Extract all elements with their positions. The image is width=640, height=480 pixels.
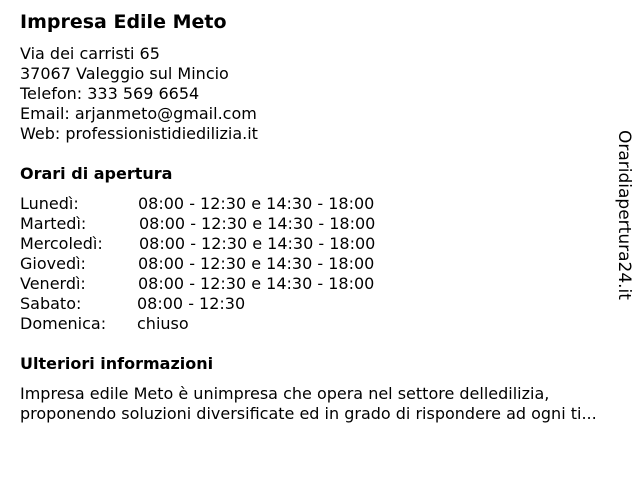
hours-row-thursday: [20, 254, 620, 274]
business-name: Impresa Edile Meto: [20, 11, 227, 33]
business-card: [20, 10, 620, 424]
opening-hours-heading: Orari di apertura: [20, 164, 173, 183]
day-label: Martedì:: [20, 214, 87, 233]
time-range: 08:00 - 12:30 e 14:30 - 18:00: [139, 234, 376, 253]
day-label: Lunedì:: [20, 194, 79, 213]
time-range: chiuso: [137, 314, 189, 333]
time-range: 08:00 - 12:30 e 14:30 - 18:00: [139, 214, 376, 233]
hours-row-monday: [20, 194, 620, 214]
email-line: Email: arjanmeto@gmail.com: [20, 104, 257, 123]
time-range: 08:00 - 12:30: [137, 294, 246, 313]
business-description: Impresa edile Meto è unimpresa che opera nel settore delledilizia, proponendo soluzioni diversificate ed in grado di rispondere ad ogni ti...: [20, 384, 597, 423]
address-street: Via dei carristi 65: [20, 44, 160, 63]
hours-row-wednesday: [20, 234, 620, 254]
hours-row-sunday: [20, 314, 620, 334]
hours-row-saturday: [20, 294, 620, 314]
hours-row-tuesday: [20, 214, 620, 234]
phone-line: Telefon: 333 569 6654: [20, 84, 200, 103]
more-info-heading: Ulteriori informazioni: [20, 354, 214, 373]
time-range: 08:00 - 12:30 e 14:30 - 18:00: [138, 254, 375, 273]
day-label: Sabato:: [20, 294, 82, 313]
brand-watermark: [611, 130, 637, 310]
time-range: 08:00 - 12:30 e 14:30 - 18:00: [138, 274, 375, 293]
hours-row-friday: [20, 274, 620, 294]
web-line: Web: professionistidiedilizia.it: [20, 124, 258, 143]
day-label: Venerdì:: [20, 274, 86, 293]
day-label: Mercoledì:: [20, 234, 103, 253]
address-city: 37067 Valeggio sul Mincio: [20, 64, 229, 83]
day-label: Giovedì:: [20, 254, 86, 273]
time-range: 08:00 - 12:30 e 14:30 - 18:00: [138, 194, 375, 213]
opening-hours-list: [20, 194, 620, 334]
brand-watermark-text: Oraridiapertura24.it: [614, 130, 634, 300]
day-label: Domenica:: [20, 314, 107, 333]
